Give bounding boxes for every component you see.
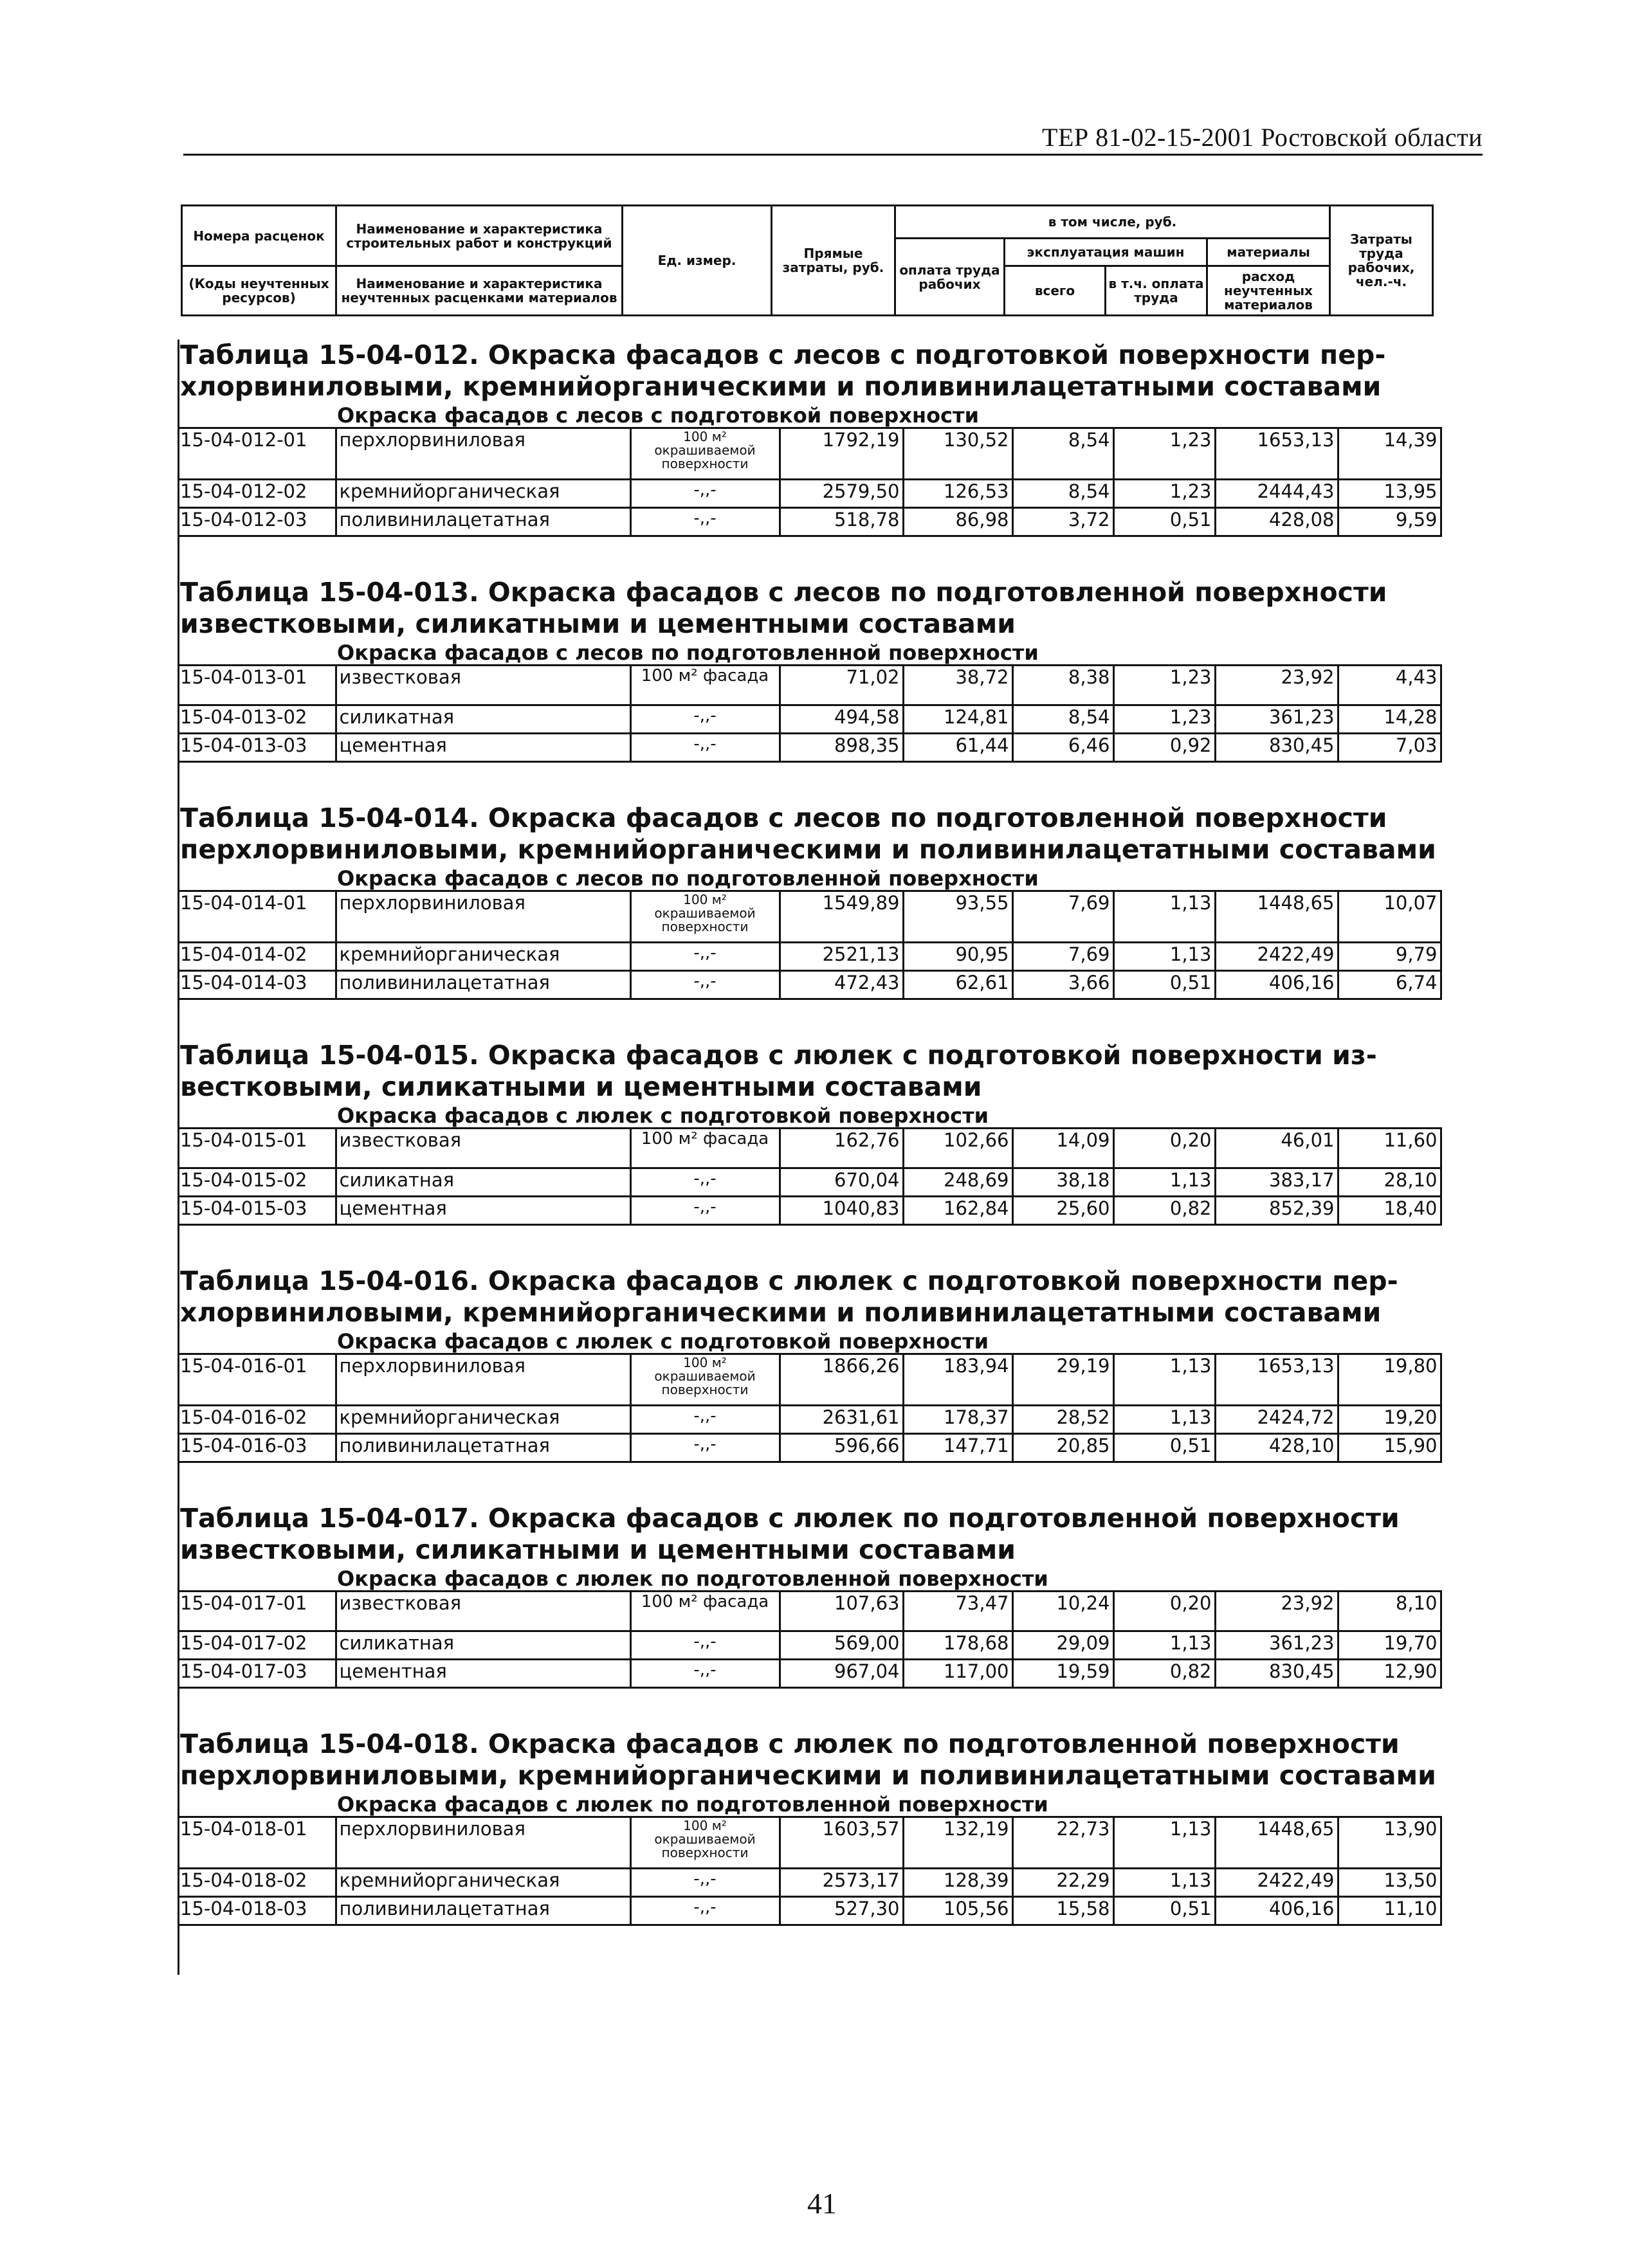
cell-hours: 9,79 <box>1338 943 1441 971</box>
cell-code: 15-04-015-02 <box>178 1168 336 1197</box>
cell-code: 15-04-018-03 <box>178 1897 336 1925</box>
cell-hours: 11,10 <box>1338 1897 1441 1925</box>
cell-machines-labor: 0,82 <box>1113 1197 1215 1225</box>
cell-unit: -,,- <box>630 1897 780 1925</box>
header-direct: Прямые затраты, руб. <box>772 206 895 316</box>
cell-machines-labor: 1,13 <box>1113 1354 1215 1406</box>
cell-machines: 3,66 <box>1012 971 1113 999</box>
table-title-line: вестковыми, силикатными и цементными составами <box>180 1071 982 1102</box>
cell-materials: 1653,13 <box>1215 428 1338 480</box>
price-table <box>178 890 1442 1000</box>
header-materials: материалы <box>1207 239 1330 266</box>
cell-hours: 19,80 <box>1338 1354 1441 1406</box>
cell-direct: 596,66 <box>780 1434 903 1462</box>
cell-direct: 1866,26 <box>780 1354 903 1406</box>
cell-unit: -,,- <box>630 1660 780 1688</box>
cell-machines: 7,69 <box>1012 891 1113 943</box>
cell-materials: 830,45 <box>1215 1660 1338 1688</box>
table-subtitle: Окраска фасадов с люлек по подготовленной поверхности <box>337 1566 1048 1591</box>
cell-machines-labor: 1,23 <box>1113 705 1215 734</box>
cell-materials: 2422,49 <box>1215 1869 1338 1897</box>
cell-unit: 100 м² фасада <box>630 1129 780 1168</box>
price-table-section <box>178 577 1457 763</box>
cell-machines-labor: 1,13 <box>1113 1631 1215 1660</box>
cell-unit: -,,- <box>630 1197 780 1225</box>
cell-unit: 100 м² окрашиваемой поверхности <box>630 1354 780 1406</box>
cell-machines-labor: 1,13 <box>1113 1869 1215 1897</box>
table-title-line: известковыми, силикатными и цементными составами <box>180 608 1016 639</box>
cell-name: известковая <box>336 666 630 705</box>
cell-labor: 90,95 <box>903 943 1012 971</box>
cell-machines: 22,73 <box>1012 1817 1113 1869</box>
cell-machines-labor: 1,13 <box>1113 1406 1215 1434</box>
cell-machines: 14,09 <box>1012 1129 1113 1168</box>
table-row <box>178 943 1441 971</box>
cell-code: 15-04-017-02 <box>178 1631 336 1660</box>
cell-hours: 9,59 <box>1338 508 1441 536</box>
header-unit: Ед. измер. <box>623 206 772 316</box>
cell-materials: 23,92 <box>1215 1592 1338 1631</box>
cell-name: кремнийорганическая <box>336 943 630 971</box>
cell-materials: 46,01 <box>1215 1129 1338 1168</box>
table-row <box>178 971 1441 999</box>
cell-machines: 3,72 <box>1012 508 1113 536</box>
cell-code: 15-04-013-01 <box>178 666 336 705</box>
cell-labor: 73,47 <box>903 1592 1012 1631</box>
table-row <box>178 1817 1441 1869</box>
cell-labor: 130,52 <box>903 428 1012 480</box>
cell-materials: 361,23 <box>1215 705 1338 734</box>
cell-code: 15-04-012-03 <box>178 508 336 536</box>
table-row <box>178 1660 1441 1688</box>
header-materials-sub: расход неучтенных материалов <box>1207 266 1330 316</box>
cell-labor: 117,00 <box>903 1660 1012 1688</box>
cell-code: 15-04-015-01 <box>178 1129 336 1168</box>
cell-unit: -,,- <box>630 1434 780 1462</box>
cell-hours: 13,95 <box>1338 480 1441 508</box>
table-row <box>178 1434 1441 1462</box>
table-title-line: Таблица 15-04-018. Окраска фасадов с люлек по подготовленной поверхности <box>180 1728 1400 1759</box>
cell-machines-labor: 0,20 <box>1113 1592 1215 1631</box>
price-table-section <box>178 1728 1457 1926</box>
cell-materials: 23,92 <box>1215 666 1338 705</box>
table-title-line: Таблица 15-04-014. Окраска фасадов с лесов по подготовленной поверхности <box>180 803 1387 833</box>
cell-unit: 100 м² фасада <box>630 666 780 705</box>
cell-materials: 361,23 <box>1215 1631 1338 1660</box>
header-codes-sub: (Коды неучтенных ресурсов) <box>182 266 336 316</box>
price-table <box>178 1590 1442 1689</box>
cell-name: кремнийорганическая <box>336 1869 630 1897</box>
price-table-section <box>178 1503 1457 1689</box>
cell-machines: 8,54 <box>1012 428 1113 480</box>
cell-unit: 100 м² окрашиваемой поверхности <box>630 1817 780 1869</box>
cell-machines: 25,60 <box>1012 1197 1113 1225</box>
cell-code: 15-04-016-01 <box>178 1354 336 1406</box>
cell-name: цементная <box>336 1197 630 1225</box>
cell-labor: 178,68 <box>903 1631 1012 1660</box>
cell-materials: 428,08 <box>1215 508 1338 536</box>
price-table-section <box>178 1266 1457 1463</box>
cell-labor: 93,55 <box>903 891 1012 943</box>
cell-code: 15-04-017-03 <box>178 1660 336 1688</box>
cell-name: поливинилацетатная <box>336 1434 630 1462</box>
table-row <box>178 1197 1441 1225</box>
header-machines-labor: в т.ч. оплата труда <box>1106 266 1207 316</box>
cell-direct: 967,04 <box>780 1660 903 1688</box>
cell-machines-labor: 1,13 <box>1113 943 1215 971</box>
cell-name: поливинилацетатная <box>336 1897 630 1925</box>
cell-direct: 2573,17 <box>780 1869 903 1897</box>
cell-hours: 28,10 <box>1338 1168 1441 1197</box>
cell-code: 15-04-014-03 <box>178 971 336 999</box>
cell-name: поливинилацетатная <box>336 508 630 536</box>
cell-hours: 14,28 <box>1338 705 1441 734</box>
cell-name: перхлорвиниловая <box>336 428 630 480</box>
cell-code: 15-04-012-02 <box>178 480 336 508</box>
cell-unit: -,,- <box>630 1168 780 1197</box>
header-machines: эксплуатация машин <box>1005 239 1207 266</box>
table-title-line: хлорвиниловыми, кремнийорганическими и поливинилацетатными составами <box>180 371 1382 402</box>
table-subtitle: Окраска фасадов с лесов по подготовленной поверхности <box>337 866 1039 891</box>
running-header: ТЕР 81-02-15-2001 Ростовской области <box>183 122 1483 156</box>
cell-machines: 8,38 <box>1012 666 1113 705</box>
cell-materials: 406,16 <box>1215 971 1338 999</box>
cell-direct: 71,02 <box>780 666 903 705</box>
header-machines-total: всего <box>1005 266 1106 316</box>
cell-direct: 162,76 <box>780 1129 903 1168</box>
cell-machines: 20,85 <box>1012 1434 1113 1462</box>
cell-code: 15-04-016-03 <box>178 1434 336 1462</box>
cell-name: силикатная <box>336 1631 630 1660</box>
cell-name: известковая <box>336 1129 630 1168</box>
table-row <box>178 508 1441 536</box>
cell-machines-labor: 0,51 <box>1113 971 1215 999</box>
table-row <box>178 891 1441 943</box>
cell-labor: 126,53 <box>903 480 1012 508</box>
cell-direct: 1603,57 <box>780 1817 903 1869</box>
price-table <box>178 1816 1442 1926</box>
cell-materials: 1653,13 <box>1215 1354 1338 1406</box>
price-table-section <box>178 803 1457 1000</box>
cell-hours: 13,50 <box>1338 1869 1441 1897</box>
table-subtitle: Окраска фасадов с лесов с подготовкой поверхности <box>337 403 979 428</box>
cell-unit: -,,- <box>630 1869 780 1897</box>
cell-materials: 428,10 <box>1215 1434 1338 1462</box>
cell-name: известковая <box>336 1592 630 1631</box>
cell-materials: 1448,65 <box>1215 891 1338 943</box>
table-title-line: Таблица 15-04-012. Окраска фасадов с лесов с подготовкой поверхности пер- <box>180 340 1386 370</box>
cell-machines: 29,09 <box>1012 1631 1113 1660</box>
table-row <box>178 480 1441 508</box>
cell-materials: 406,16 <box>1215 1897 1338 1925</box>
table-row <box>178 1592 1441 1631</box>
cell-labor: 128,39 <box>903 1869 1012 1897</box>
cell-machines: 19,59 <box>1012 1660 1113 1688</box>
cell-direct: 2579,50 <box>780 480 903 508</box>
cell-direct: 569,00 <box>780 1631 903 1660</box>
cell-name: перхлорвиниловая <box>336 1354 630 1406</box>
cell-materials: 852,39 <box>1215 1197 1338 1225</box>
price-table-section <box>178 340 1457 537</box>
cell-machines: 6,46 <box>1012 734 1113 762</box>
cell-hours: 11,60 <box>1338 1129 1441 1168</box>
cell-labor: 62,61 <box>903 971 1012 999</box>
table-row <box>178 1406 1441 1434</box>
cell-code: 15-04-018-01 <box>178 1817 336 1869</box>
cell-materials: 830,45 <box>1215 734 1338 762</box>
price-tables <box>178 340 1457 1966</box>
column-header-table <box>181 204 1434 316</box>
table-title-line: хлорвиниловыми, кремнийорганическими и поливинилацетатными составами <box>180 1297 1382 1328</box>
cell-direct: 2521,13 <box>780 943 903 971</box>
cell-direct: 898,35 <box>780 734 903 762</box>
cell-labor: 105,56 <box>903 1897 1012 1925</box>
cell-code: 15-04-014-02 <box>178 943 336 971</box>
header-hours: Затраты труда рабочих, чел.-ч. <box>1330 206 1433 316</box>
cell-hours: 10,07 <box>1338 891 1441 943</box>
cell-name: поливинилацетатная <box>336 971 630 999</box>
cell-hours: 19,20 <box>1338 1406 1441 1434</box>
cell-machines-labor: 1,13 <box>1113 1168 1215 1197</box>
cell-hours: 8,10 <box>1338 1592 1441 1631</box>
cell-hours: 12,90 <box>1338 1660 1441 1688</box>
cell-machines: 38,18 <box>1012 1168 1113 1197</box>
cell-direct: 472,43 <box>780 971 903 999</box>
cell-hours: 15,90 <box>1338 1434 1441 1462</box>
table-row <box>178 734 1441 762</box>
cell-machines: 15,58 <box>1012 1897 1113 1925</box>
cell-machines: 7,69 <box>1012 943 1113 971</box>
cell-direct: 527,30 <box>780 1897 903 1925</box>
cell-unit: -,,- <box>630 705 780 734</box>
cell-labor: 162,84 <box>903 1197 1012 1225</box>
cell-code: 15-04-013-02 <box>178 705 336 734</box>
cell-hours: 13,90 <box>1338 1817 1441 1869</box>
cell-materials: 2422,49 <box>1215 943 1338 971</box>
table-title-line: известковыми, силикатными и цементными составами <box>180 1534 1016 1565</box>
cell-unit: -,,- <box>630 971 780 999</box>
cell-hours: 6,74 <box>1338 971 1441 999</box>
cell-code: 15-04-018-02 <box>178 1869 336 1897</box>
cell-labor: 38,72 <box>903 666 1012 705</box>
cell-unit: 100 м² окрашиваемой поверхности <box>630 428 780 480</box>
cell-machines-labor: 1,23 <box>1113 480 1215 508</box>
cell-machines-labor: 1,23 <box>1113 428 1215 480</box>
table-title-line: Таблица 15-04-015. Окраска фасадов с люлек с подготовкой поверхности из- <box>180 1040 1377 1071</box>
cell-machines-labor: 0,51 <box>1113 1897 1215 1925</box>
cell-direct: 2631,61 <box>780 1406 903 1434</box>
price-table <box>178 427 1442 537</box>
table-subtitle: Окраска фасадов с лесов по подготовленной поверхности <box>337 640 1039 665</box>
cell-code: 15-04-017-01 <box>178 1592 336 1631</box>
table-subtitle: Окраска фасадов с люлек с подготовкой поверхности <box>337 1329 989 1354</box>
cell-labor: 86,98 <box>903 508 1012 536</box>
table-row <box>178 666 1441 705</box>
cell-machines-labor: 1,23 <box>1113 666 1215 705</box>
cell-labor: 61,44 <box>903 734 1012 762</box>
table-title-line: Таблица 15-04-013. Окраска фасадов с лесов по подготовленной поверхности <box>180 577 1387 608</box>
price-table <box>178 1353 1442 1463</box>
cell-machines-labor: 0,20 <box>1113 1129 1215 1168</box>
cell-labor: 132,19 <box>903 1817 1012 1869</box>
cell-name: кремнийорганическая <box>336 1406 630 1434</box>
cell-machines-labor: 0,92 <box>1113 734 1215 762</box>
cell-name: перхлорвиниловая <box>336 1817 630 1869</box>
table-row <box>178 1897 1441 1925</box>
header-name: Наименование и характеристика строительных работ и конструкций <box>336 206 623 266</box>
cell-machines: 8,54 <box>1012 480 1113 508</box>
cell-machines-labor: 1,13 <box>1113 1817 1215 1869</box>
cell-labor: 147,71 <box>903 1434 1012 1462</box>
table-title-line: Таблица 15-04-017. Окраска фасадов с люлек по подготовленной поверхности <box>180 1503 1400 1534</box>
cell-hours: 19,70 <box>1338 1631 1441 1660</box>
cell-machines-labor: 1,13 <box>1113 891 1215 943</box>
cell-machines-labor: 0,51 <box>1113 1434 1215 1462</box>
cell-labor: 248,69 <box>903 1168 1012 1197</box>
cell-labor: 178,37 <box>903 1406 1012 1434</box>
cell-unit: -,,- <box>630 1406 780 1434</box>
cell-name: перхлорвиниловая <box>336 891 630 943</box>
table-row <box>178 428 1441 480</box>
cell-direct: 1549,89 <box>780 891 903 943</box>
cell-name: цементная <box>336 734 630 762</box>
cell-direct: 670,04 <box>780 1168 903 1197</box>
price-table <box>178 1127 1442 1226</box>
table-row <box>178 1168 1441 1197</box>
cell-labor: 124,81 <box>903 705 1012 734</box>
price-table-section <box>178 1040 1457 1226</box>
cell-materials: 2444,43 <box>1215 480 1338 508</box>
table-row <box>178 1631 1441 1660</box>
cell-direct: 494,58 <box>780 705 903 734</box>
cell-machines: 10,24 <box>1012 1592 1113 1631</box>
cell-hours: 14,39 <box>1338 428 1441 480</box>
table-subtitle: Окраска фасадов с люлек по подготовленной поверхности <box>337 1792 1048 1817</box>
price-table <box>178 664 1442 763</box>
header-including: в том числе, руб. <box>895 206 1330 239</box>
cell-unit: -,,- <box>630 508 780 536</box>
cell-name: силикатная <box>336 705 630 734</box>
cell-machines: 22,29 <box>1012 1869 1113 1897</box>
cell-direct: 107,63 <box>780 1592 903 1631</box>
cell-materials: 383,17 <box>1215 1168 1338 1197</box>
table-row <box>178 1354 1441 1406</box>
cell-direct: 1792,19 <box>780 428 903 480</box>
page-number: 41 <box>807 2187 837 2220</box>
cell-hours: 4,43 <box>1338 666 1441 705</box>
cell-materials: 1448,65 <box>1215 1817 1338 1869</box>
cell-name: кремнийорганическая <box>336 480 630 508</box>
cell-machines-labor: 0,51 <box>1113 508 1215 536</box>
cell-code: 15-04-014-01 <box>178 891 336 943</box>
cell-direct: 518,78 <box>780 508 903 536</box>
header-labor-pay: оплата труда рабочих <box>895 239 1005 316</box>
cell-code: 15-04-012-01 <box>178 428 336 480</box>
table-title-line: перхлорвиниловыми, кремнийорганическими и поливинилацетатными составами <box>180 834 1436 865</box>
cell-hours: 7,03 <box>1338 734 1441 762</box>
cell-code: 15-04-016-02 <box>178 1406 336 1434</box>
cell-machines-labor: 0,82 <box>1113 1660 1215 1688</box>
cell-name: цементная <box>336 1660 630 1688</box>
cell-labor: 183,94 <box>903 1354 1012 1406</box>
cell-code: 15-04-015-03 <box>178 1197 336 1225</box>
cell-machines: 29,19 <box>1012 1354 1113 1406</box>
table-row <box>178 705 1441 734</box>
cell-unit: 100 м² фасада <box>630 1592 780 1631</box>
cell-machines: 8,54 <box>1012 705 1113 734</box>
cell-direct: 1040,83 <box>780 1197 903 1225</box>
cell-hours: 18,40 <box>1338 1197 1441 1225</box>
cell-code: 15-04-013-03 <box>178 734 336 762</box>
cell-materials: 2424,72 <box>1215 1406 1338 1434</box>
table-title-line: Таблица 15-04-016. Окраска фасадов с люлек с подготовкой поверхности пер- <box>180 1266 1398 1296</box>
table-subtitle: Окраска фасадов с люлек с подготовкой поверхности <box>337 1103 989 1128</box>
header-codes: Номера расценок <box>182 206 336 266</box>
cell-unit: -,,- <box>630 480 780 508</box>
cell-labor: 102,66 <box>903 1129 1012 1168</box>
cell-machines: 28,52 <box>1012 1406 1113 1434</box>
cell-unit: 100 м² окрашиваемой поверхности <box>630 891 780 943</box>
cell-unit: -,,- <box>630 1631 780 1660</box>
table-row <box>178 1869 1441 1897</box>
cell-name: силикатная <box>336 1168 630 1197</box>
cell-unit: -,,- <box>630 734 780 762</box>
table-row <box>178 1129 1441 1168</box>
table-title-line: перхлорвиниловыми, кремнийорганическими и поливинилацетатными составами <box>180 1760 1436 1791</box>
header-name-sub: Наименование и характеристика неучтенных расценками материалов <box>336 266 623 316</box>
cell-unit: -,,- <box>630 943 780 971</box>
